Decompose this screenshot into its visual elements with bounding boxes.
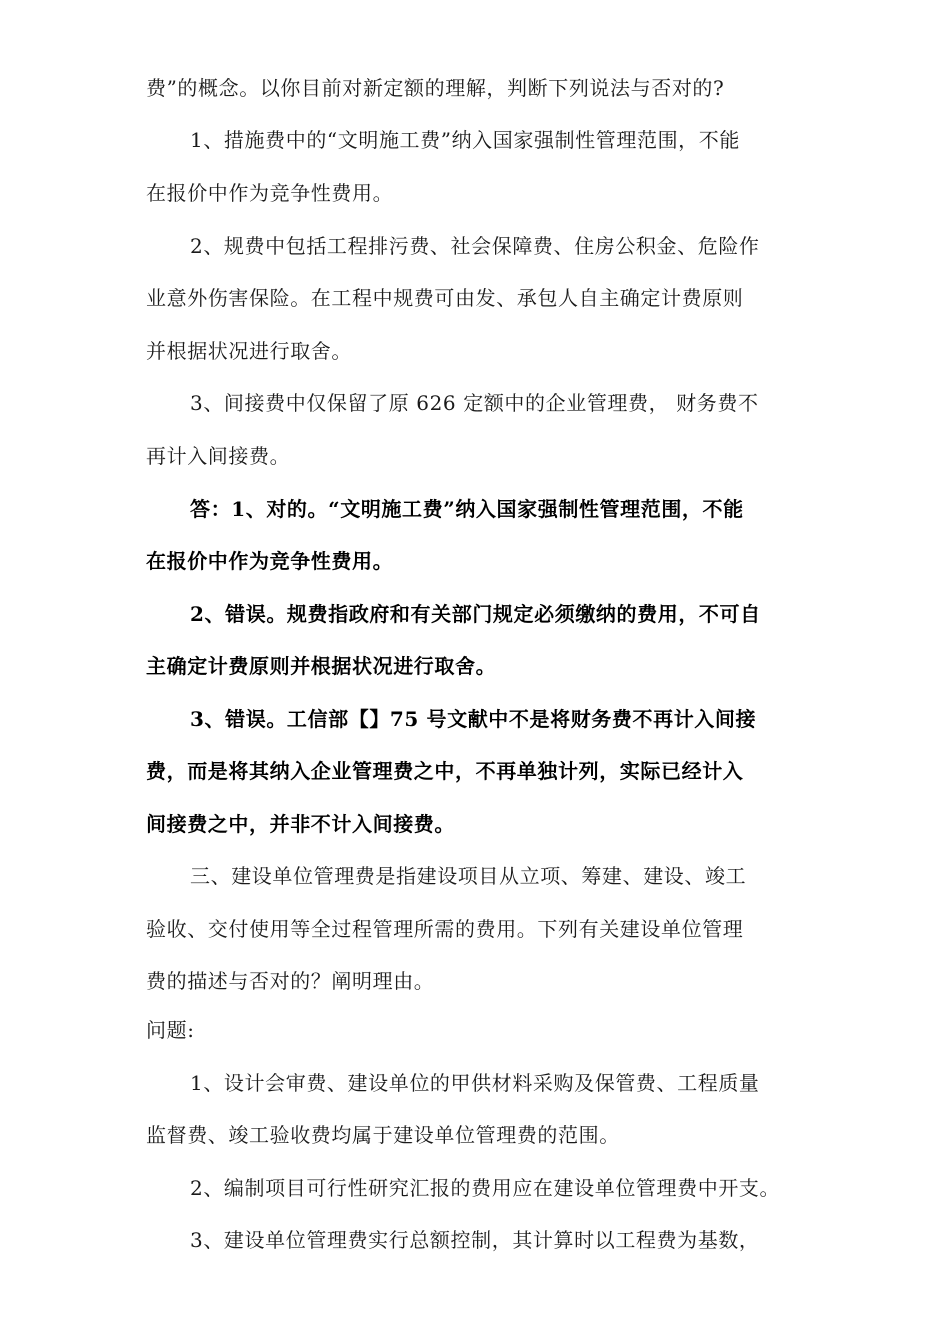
question-1-line-2: 在报价中作为竞争性费用。 bbox=[146, 181, 394, 205]
answer-1-line-1: 答：1、对的。“文明施工费”纳入国家强制性管理范围，不能 bbox=[190, 497, 744, 521]
question-2-line-3: 并根据状况进行取舍。 bbox=[146, 339, 352, 363]
answer-3-line-3: 间接费之中，并非不计入间接费。 bbox=[146, 812, 455, 836]
item-2-line-1: 2、编制项目可行性研究汇报的费用应在建设单位管理费中开支。 bbox=[190, 1176, 781, 1200]
answer-2-line-1: 2、错误。规费指政府和有关部门规定必须缴纳的费用，不可自 bbox=[190, 602, 761, 626]
questions-heading: 问题: bbox=[146, 1018, 195, 1042]
answer-3-line-2: 费，而是将其纳入企业管理费之中，不再单独计列，实际已经计入 bbox=[146, 759, 744, 783]
question-3-line-1: 3、间接费中仅保留了原 626 定额中的企业管理费， 财务费不 bbox=[190, 391, 759, 415]
section-3-line-2: 验收、交付使用等全过程管理所需的费用。下列有关建设单位管理 bbox=[146, 917, 744, 941]
section-3-line-3: 费的描述与否对的？阐明理由。 bbox=[146, 969, 435, 993]
question-3-line-2: 再计入间接费。 bbox=[146, 444, 291, 468]
intro-line: 费”的概念。以你目前对新定额的理解，判断下列说法与否对的? bbox=[146, 76, 725, 100]
item-1-line-2: 监督费、竣工验收费均属于建设单位管理费的范围。 bbox=[146, 1123, 620, 1147]
section-3-line-1: 三、建设单位管理费是指建设项目从立项、筹建、建设、竣工 bbox=[190, 864, 747, 888]
answer-1-line-2: 在报价中作为竞争性费用。 bbox=[146, 549, 394, 573]
question-1-line-1: 1、措施费中的“文明施工费”纳入国家强制性管理范围，不能 bbox=[190, 128, 740, 152]
answer-3-line-1: 3、错误。工信部【】75 号文献中不是将财务费不再计入间接 bbox=[190, 707, 757, 731]
question-2-line-1: 2、规费中包括工程排污费、社会保障费、住房公积金、危险作 bbox=[190, 234, 760, 258]
answer-2-line-2: 主确定计费原则并根据状况进行取舍。 bbox=[146, 654, 497, 678]
item-3-line-1: 3、建设单位管理费实行总额控制，其计算时以工程费为基数， bbox=[190, 1228, 760, 1252]
item-1-line-1: 1、设计会审费、建设单位的甲供材料采购及保管费、工程质量 bbox=[190, 1071, 760, 1095]
question-2-line-2: 业意外伤害保险。在工程中规费可由发、承包人自主确定计费原则 bbox=[146, 286, 744, 310]
